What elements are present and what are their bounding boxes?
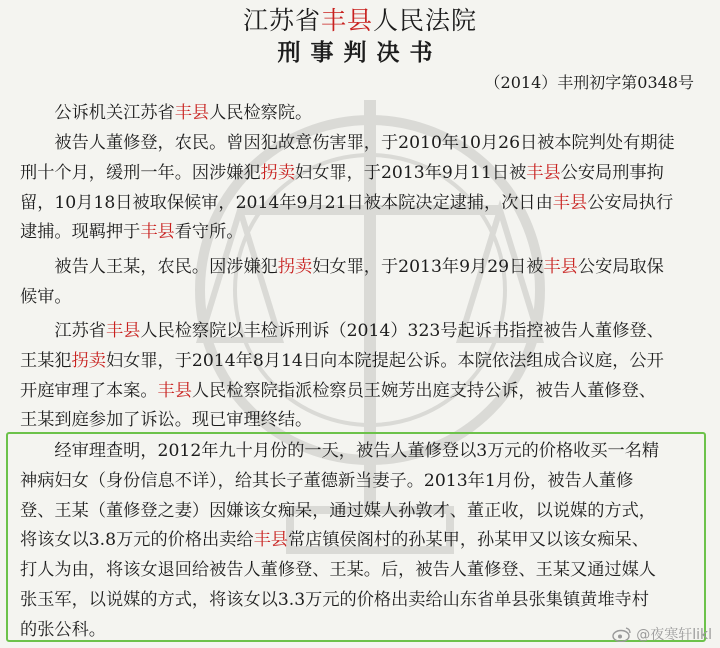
highlighted-term: 拐卖	[277, 257, 313, 277]
text-segment: 被告人王某，农民。因涉嫌犯	[54, 257, 278, 277]
text-segment: 经审理查明，2012年九十月份的一天，被告人董修登以3万元的价格收买一名精	[54, 441, 660, 461]
highlighted-term: 丰县	[552, 192, 588, 213]
text-segment: 候审。	[20, 286, 72, 307]
text-segment: 开庭审理了本案。	[20, 380, 158, 401]
text-line	[20, 189, 710, 219]
weibo-icon	[612, 626, 632, 642]
text-segment: 人民检察院。	[209, 103, 313, 123]
text-segment: 妇女罪，于2013年9月11日被	[295, 162, 527, 183]
text-segment: 妇女罪，于2013年9月29日被	[312, 257, 544, 277]
text-segment: 王某到庭参加了诉讼。现已审理终结。	[20, 410, 313, 431]
paragraph	[20, 253, 710, 313]
court-name	[0, 4, 720, 38]
text-segment: 刑十个月，缓刑一年。因涉嫌犯	[20, 162, 261, 183]
highlighted-term: 丰县	[157, 380, 192, 401]
text-line	[20, 218, 710, 248]
text-line	[20, 377, 710, 407]
text-line	[20, 99, 710, 129]
highlighted-term: 丰县	[526, 162, 561, 183]
text-segment: 妇女罪，于2014年8月14日向本院提起公诉。本院依法组成合议庭，公开	[105, 350, 664, 371]
watermark-text: @夜寒轩likl	[636, 627, 712, 643]
highlight-box	[6, 432, 706, 642]
text-segment: 的张公科。	[20, 619, 106, 640]
case-number: （2014）丰刑初字第0348号	[484, 73, 694, 92]
court-name-part: 江苏省	[242, 6, 321, 35]
highlighted-term: 拐卖	[71, 350, 106, 371]
text-segment: 江苏省	[54, 321, 106, 341]
text-line	[20, 317, 710, 347]
text-line	[20, 347, 710, 377]
text-segment: 神病妇女（身份信息不详），给其长子董德新当妻子。2013年1月份，被告人董修	[20, 470, 634, 491]
weibo-watermark	[612, 624, 712, 644]
court-name-part: 人民法院	[373, 6, 478, 35]
text-segment: 留，10月18日被取保候审，2014年9月21日被本院决定逮捕，次日由	[20, 192, 553, 213]
text-segment: 张玉军，以说媒的方式，将该女以3.3万元的价格出卖给山东省单县张集镇黄堆寺村	[20, 589, 649, 610]
paragraph	[20, 99, 710, 129]
paragraph	[20, 129, 710, 248]
paragraph	[20, 317, 710, 436]
court-name-highlight: 丰县	[320, 6, 373, 35]
document-type: 刑事判决书	[277, 39, 443, 66]
text-segment: 被告人董修登，农民。曾因犯故意伤害罪，于2010年10月26日被本院判处有期徒	[54, 133, 675, 153]
highlighted-term: 丰县	[543, 257, 578, 277]
highlighted-term: 拐卖	[260, 162, 296, 183]
text-segment: 看守所。	[174, 222, 244, 243]
text-line	[20, 159, 710, 189]
text-segment: 公诉机关江苏省	[54, 103, 175, 123]
text-segment: 人民检察院指派检察员王婉芳出庭支持公诉，被告人董修登、	[191, 380, 656, 401]
highlighted-term: 丰县	[105, 321, 141, 341]
highlighted-term: 丰县	[253, 530, 288, 551]
text-segment: 常店镇侯阁村的孙某甲，孙某甲又以该女痴呆、	[287, 530, 649, 551]
text-segment: 王某犯	[20, 350, 72, 371]
text-segment: 公安局取保	[577, 257, 664, 277]
text-line	[20, 253, 710, 283]
text-segment: 公安局执行	[587, 192, 674, 213]
highlighted-term: 丰县	[174, 103, 210, 123]
text-line	[20, 283, 710, 313]
text-segment: 人民检察院以丰检诉刑诉（2014）323号起诉书指控被告人董修登、	[140, 321, 664, 341]
text-segment: 登、王某（董修登之妻）因嫌该女痴呆，通过媒人孙敦才、董正收，以说媒的方式，	[20, 500, 656, 521]
text-segment: 逮捕。现羁押于	[20, 222, 141, 243]
text-line	[20, 129, 710, 159]
highlighted-term: 丰县	[140, 222, 175, 243]
text-segment: 打人为由，将该女退回给被告人董修登、王某。后，被告人董修登、王某又通过媒人	[20, 560, 656, 581]
text-segment: 公安局刑事拘	[560, 162, 664, 183]
text-segment: 将该女以3.8万元的价格出卖给	[20, 530, 254, 551]
